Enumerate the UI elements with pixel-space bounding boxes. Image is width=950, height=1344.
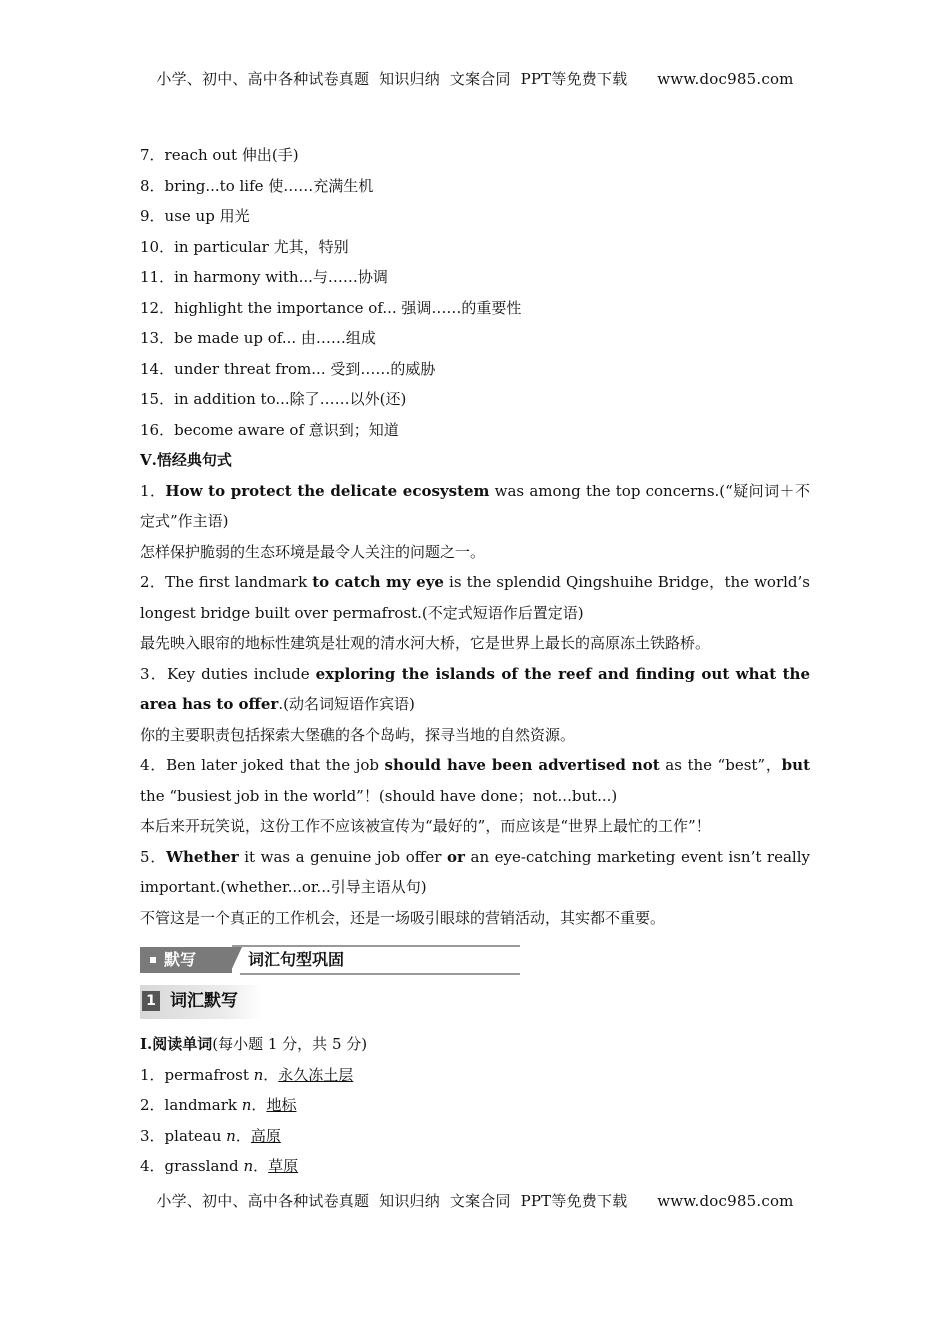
sentence-item: 4．Ben later joked that the job should have been advertised not as the “best”，but the “busiest job in the world”！(should have done；not...but...) (140, 756, 810, 805)
phrase-item: 11．in harmony with...与……协调 (140, 268, 388, 286)
banner-left: 默写 (140, 947, 232, 973)
sentence-translation: 最先映入眼帘的地标性建筑是壮观的清水河大桥，它是世界上最长的高原冻土铁路桥。 (140, 634, 711, 652)
sentence-item: 2．The first landmark to catch my eye is the splendid Qingshuihe Bridge，the world’s longest bridge built over permafrost.(不定式短语作后置定语) (140, 573, 810, 622)
sentence-translation: 本后来开玩笑说，这份工作不应该被宣传为“最好的”，而应该是“世界上最忙的工作”！ (140, 817, 711, 835)
sentence-item: 1．How to protect the delicate ecosystem was among the top concerns.(“疑问词＋不定式”作主语) (140, 481, 810, 530)
vocab-answer: 高原 (250, 1126, 281, 1145)
page-footer: 小学、初中、高中各种试卷真题 知识归纳 文案合同 PPT等免费下载 www.doc985.com (156, 1192, 794, 1210)
phrase-list (140, 140, 810, 445)
phrase-item: 13．be made up of... 由……组成 (140, 329, 376, 347)
vocab-item: 2．landmark n．地标 (140, 1096, 297, 1114)
vocab-item: 3．plateau n．高原 (140, 1126, 281, 1145)
vocab-item: 4．grassland n．草原 (140, 1157, 299, 1175)
vocab-answer: 永久冻土层 (278, 1065, 354, 1084)
sub-banner (140, 985, 262, 1019)
sub-banner-label: 词汇默写 (170, 991, 238, 1011)
phrase-item: 7．reach out 伸出(手) (140, 146, 299, 164)
vocab-item: 1．permafrost n．永久冻土层 (140, 1065, 354, 1084)
vocab-answer: 地标 (266, 1096, 297, 1114)
sentence-item: 5．Whether it was a genuine job offer or an eye-catching marketing event isn’t really important.(whether...or...引导主语从句) (140, 847, 810, 896)
section-title-sentences: Ⅴ.悟经典句式 (140, 451, 232, 469)
phrase-item: 9．use up 用光 (140, 207, 250, 225)
square-bullet-icon (150, 957, 156, 963)
vocab-answer: 草原 (268, 1157, 299, 1175)
sub-banner-number: 1 (142, 991, 160, 1011)
banner-bottom-rule (240, 973, 520, 975)
banner-slash-divider (230, 947, 242, 973)
banner-right: 词汇句型巩固 (248, 950, 345, 969)
phrase-item: 15．in addition to...除了……以外(还) (140, 390, 407, 408)
phrase-item: 16．become aware of 意识到；知道 (140, 420, 399, 439)
phrase-item: 12．highlight the importance of... 强调……的重要性 (140, 298, 522, 317)
sentence-translation: 不管这是一个真正的工作机会，还是一场吸引眼球的营销活动，其实都不重要。 (140, 908, 666, 927)
phrase-item: 14．under threat from... 受到……的威胁 (140, 359, 436, 378)
sentence-item: 3．Key duties include exploring the islands of the reef and finding out what the area has to offer.(动名词短语作宾语) (140, 664, 811, 713)
page-content (140, 140, 810, 1182)
section-banner (140, 945, 520, 979)
sentence-translation: 你的主要职责包括探索大堡礁的各个岛屿，探寻当地的自然资源。 (140, 725, 576, 744)
phrase-item: 8．bring...to life 使……充满生机 (140, 176, 374, 195)
sentence-translation: 怎样保护脆弱的生态环境是最令人关注的问题之一。 (140, 542, 486, 561)
phrase-item: 10．in particular 尤其，特别 (140, 237, 349, 256)
section-title-reading-words: Ⅰ.阅读单词(每小题 1 分，共 5 分) (140, 1035, 368, 1053)
page-header: 小学、初中、高中各种试卷真题 知识归纳 文案合同 PPT等免费下载 www.doc985.com (156, 70, 794, 88)
